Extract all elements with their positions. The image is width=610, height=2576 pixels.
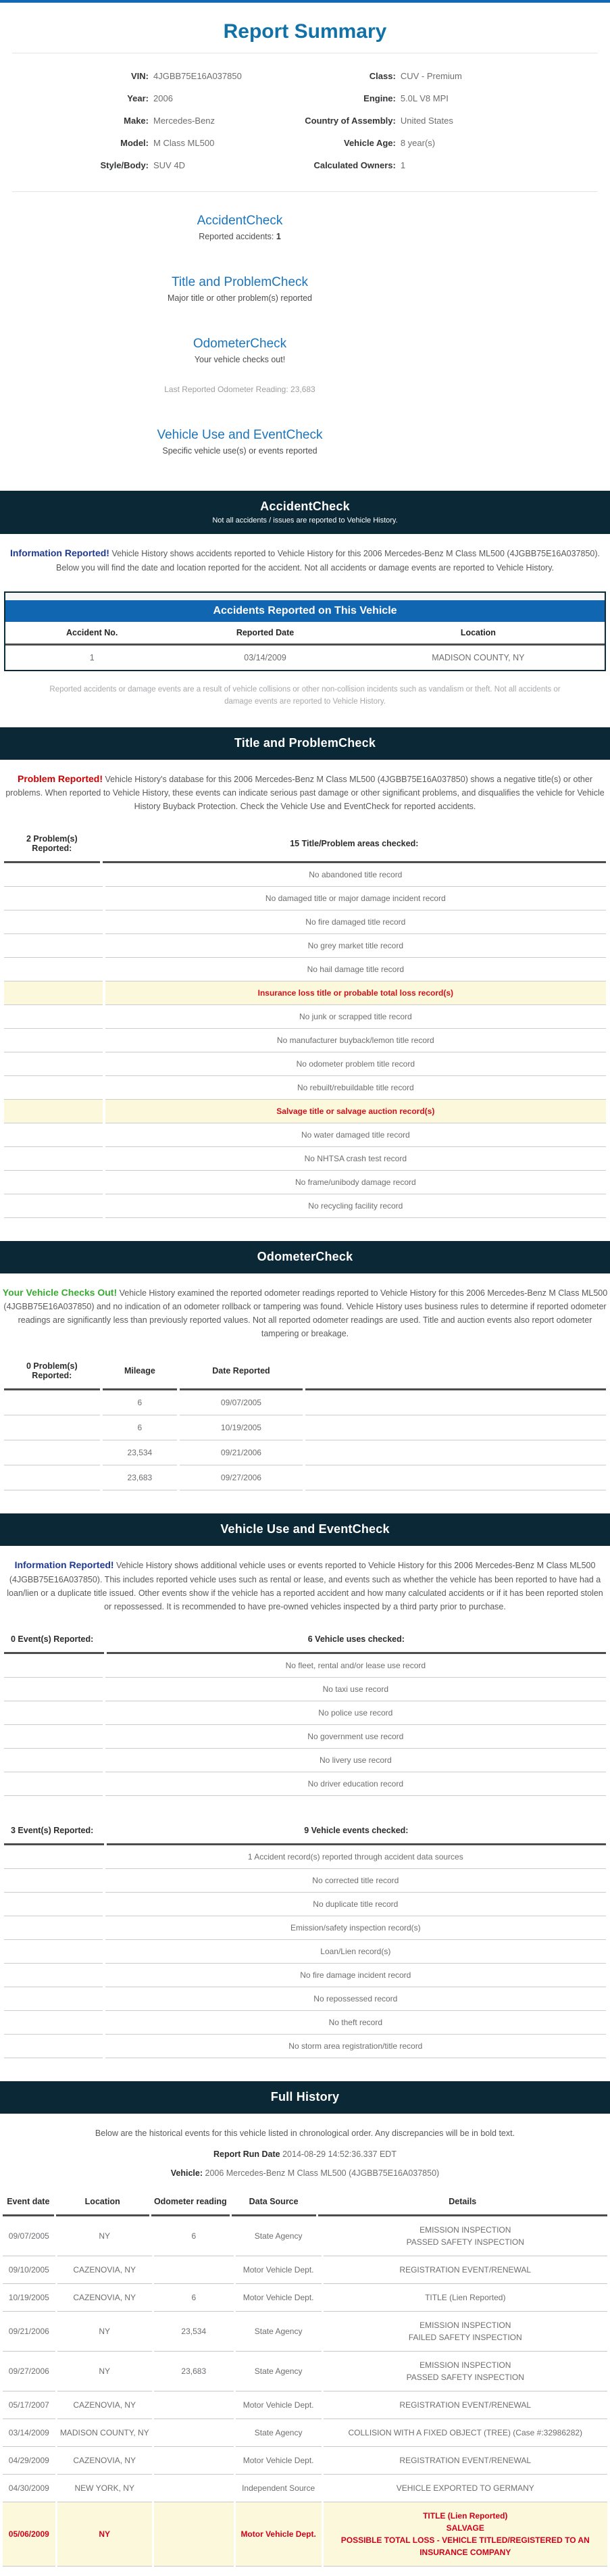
cell-data-source: Motor Vehicle Dept. — [236, 2447, 322, 2475]
check-item-text: No water damaged title record — [105, 1123, 606, 1147]
check-row — [4, 1987, 606, 2011]
full-history-section — [0, 2081, 610, 2576]
cell-details: EMISSION INSPECTION PASSED SAFETY INSPECTION — [324, 2216, 607, 2256]
table-row — [3, 2391, 607, 2419]
check-item-text: No police use record — [105, 1701, 606, 1725]
info-label: Calculated Owners: — [313, 160, 396, 170]
cell-event-date: 09/10/2005 — [3, 2256, 55, 2284]
check-row-highlighted — [4, 1100, 606, 1123]
info-label: Style/Body: — [100, 160, 149, 170]
cell-mileage: 23,534 — [103, 1440, 177, 1465]
cell-event-date: 05/17/2007 — [3, 2391, 55, 2419]
column-header-reported-date: Reported Date — [236, 627, 295, 637]
cell-details: COLLISION WITH A FIXED OBJECT (TREE) (Case #:32986282) — [324, 2419, 607, 2447]
vehicle-checks-out-label: Your Vehicle Checks Out! — [2, 1287, 118, 1298]
column-header-event-date: Event date — [3, 2190, 54, 2216]
title-problemcheck-summary-text: Major title or other problem(s) reported — [168, 293, 312, 303]
cell-mileage: 23,683 — [103, 1465, 177, 1490]
column-header-data-source: Data Source — [232, 2190, 316, 2216]
title-problemcheck-alert-text: Vehicle History's database for this 2006 Mercedes-Benz M Class ML500 (4JGBB75E16A037850) shows a negative title(s) or other problems. When reported to Vehicle History, these events can indicate serious past damage or other significant problems, and disqualifies the vehicle for Vehicle History Buyback Protection. Check the Vehicle Use and EventCheck for reported accidents. — [5, 774, 605, 812]
accidents-table-top-strip — [5, 593, 605, 600]
report-run-date: Report Run Date 2014-08-29 14:52:36.337 EDT — [213, 2149, 397, 2159]
cell-date-reported: 09/07/2005 — [180, 1390, 303, 1415]
check-item-text: No theft record — [105, 2011, 606, 2035]
cell-event-date: 03/14/2009 — [3, 2419, 55, 2447]
info-row-assembly — [273, 110, 462, 132]
cell-details: REGISTRATION EVENT/RENEWAL — [324, 2256, 607, 2284]
information-reported-label: Information Reported! — [9, 548, 109, 559]
cell-odometer: 23,534 — [154, 2312, 234, 2352]
table-row — [4, 1390, 606, 1415]
column-header-empty — [305, 1355, 606, 1390]
column-header-events-reported: 0 Event(s) Reported: — [4, 1628, 104, 1654]
check-item-text: No frame/unibody damage record — [105, 1171, 606, 1194]
check-item-text: No livery use record — [105, 1749, 606, 1772]
check-item-text: No driver education record — [105, 1772, 606, 1796]
table-row — [3, 2419, 607, 2447]
accidents-table — [4, 591, 606, 671]
use-eventcheck-link[interactable]: Vehicle Use and EventCheck — [157, 428, 323, 443]
cell-location: NY — [57, 2216, 152, 2256]
accidentcheck-alert-text: Vehicle History shows accidents reported to Vehicle History for this 2006 Mercedes-Benz M Class ML500 (4JGBB75E16A037850). Below you will find the date and location reported for the accident. Not all accidents or damage events are reported to Vehicle History. — [56, 549, 601, 573]
cell-odometer: 23,683 — [154, 2352, 234, 2391]
check-row — [4, 1725, 606, 1749]
vehicle-uses-table — [4, 1628, 606, 1796]
cell-odometer — [154, 2447, 234, 2475]
cell-mileage: 6 — [103, 1415, 177, 1440]
info-row-owners — [273, 155, 462, 177]
column-header-uses-checked: 6 Vehicle uses checked: — [107, 1628, 606, 1654]
cell-data-source: Motor Vehicle Dept. — [236, 2391, 322, 2419]
check-row — [4, 934, 606, 958]
title-problemcheck-banner — [0, 727, 610, 760]
odometer-table — [4, 1355, 606, 1490]
info-value: 5.0L V8 MPI — [400, 93, 449, 103]
accidentcheck-section — [0, 491, 610, 727]
table-row — [3, 2312, 607, 2352]
check-item-text: Insurance loss title or probable total loss record(s) — [105, 981, 606, 1005]
cell-event-date: 04/29/2009 — [3, 2447, 55, 2475]
info-label: Country of Assembly: — [305, 115, 396, 126]
table-row — [3, 2284, 607, 2312]
cell-details: REGISTRATION EVENT/RENEWAL — [324, 2391, 607, 2419]
info-label: Make: — [124, 115, 149, 126]
info-row-engine — [273, 88, 462, 110]
table-row — [3, 2475, 607, 2502]
check-row — [4, 863, 606, 887]
check-row — [4, 910, 606, 934]
info-label: VIN: — [131, 71, 149, 81]
information-reported-label: Information Reported! — [14, 1559, 114, 1571]
check-row — [4, 1654, 606, 1678]
column-header-location: Location — [56, 2190, 149, 2216]
cell-data-source: State Agency — [236, 2352, 322, 2391]
check-item-text: No fire damage incident record — [105, 1964, 606, 1987]
check-item-text: Loan/Lien record(s) — [105, 1940, 606, 1964]
cell-location: MADISON COUNTY, NY — [57, 2419, 152, 2447]
cell-odometer: 6 — [154, 2216, 234, 2256]
info-row-model — [61, 132, 242, 155]
accidentcheck-summary-text: Reported accidents: 1 — [199, 232, 281, 242]
cell-location: NY — [57, 2352, 152, 2391]
table-header-row — [3, 2190, 607, 2216]
check-row — [4, 1147, 606, 1171]
info-value: 8 year(s) — [400, 137, 436, 148]
check-item-text: No junk or scrapped title record — [105, 1005, 606, 1029]
cell-odometer — [154, 2256, 234, 2284]
accidentcheck-link[interactable]: AccidentCheck — [197, 214, 283, 228]
check-item-text: Emission/safety inspection record(s) — [105, 1916, 606, 1940]
cell-date-reported: 10/19/2005 — [180, 1415, 303, 1440]
cell-data-source: Motor Vehicle Dept. — [236, 2284, 322, 2312]
cell-odometer — [154, 2391, 234, 2419]
title-problemcheck-section — [0, 727, 610, 1218]
cell-event-date: 09/21/2006 — [3, 2312, 55, 2352]
check-row — [4, 1964, 606, 1987]
cell-details: TITLE (Lien Reported) SALVAGE POSSIBLE TOTAL LOSS - VEHICLE TITLED/REGISTERED TO AN INSURANCE COMPANY — [324, 2502, 607, 2567]
title-problemcheck-alert — [0, 760, 610, 823]
cell-odometer: 6 — [154, 2284, 234, 2312]
cell-details: VEHICLE EXPORTED TO GERMANY — [324, 2475, 607, 2502]
check-item-text: No repossessed record — [105, 1987, 606, 2011]
cell-accident-no: 1 — [89, 652, 95, 662]
vehicle-info-right-column — [273, 66, 462, 176]
info-value: 2006 — [153, 93, 173, 103]
accidentcheck-banner-title: AccidentCheck — [260, 500, 350, 514]
vehicle-events-table — [4, 1819, 606, 2058]
cell-odometer — [154, 2502, 234, 2567]
cell-event-date: 09/07/2005 — [3, 2216, 55, 2256]
cell-data-source: Motor Vehicle Dept. — [236, 2502, 322, 2567]
full-history-banner-title: Full History — [270, 2089, 340, 2104]
info-label: Year: — [127, 93, 149, 103]
table-row — [4, 1465, 606, 1490]
info-value: Mercedes-Benz — [153, 115, 215, 126]
odometercheck-summary-text: Your vehicle checks out! — [194, 355, 286, 365]
column-header-odometer: Odometer reading — [151, 2190, 230, 2216]
accidentcheck-banner — [0, 491, 610, 534]
cell-details: EMISSION INSPECTION PASSED SAFETY INSPECTION — [324, 2352, 607, 2391]
last-odometer-reading: Last Reported Odometer Reading: 23,683 — [164, 385, 315, 395]
accidents-footnote: Reported accidents or damage events are a result of vehicle collisions or other non-collision incidents such as vandalism or theft. Not all accidents or damage events are reported to Vehicle History. — [49, 685, 561, 706]
odometercheck-banner — [0, 1241, 610, 1273]
use-eventcheck-alert-text: Vehicle History shows additional vehicle uses or events reported to Vehicle History for this 2006 Mercedes-Benz M Class ML500 (4JGBB75E16A037850). This includes reported vehicle uses such as rental or lease, and events such as whether the vehicle has been reported to have had a loan/lien or a duplicate title issued. Other events show if the vehicle has a reported accident and how many calculated accidents or if it has been reported stolen or repossessed. It is recommended to have pre-owned vehicles inspected by a third party prior to purchase. — [7, 1561, 603, 1611]
check-item-text: No hail damage title record — [105, 958, 606, 981]
cell-date-reported: 09/27/2006 — [180, 1465, 303, 1490]
info-row-age — [273, 132, 462, 155]
column-header-problems-reported: 2 Problem(s) Reported: — [4, 827, 100, 863]
cell-data-source: State Agency — [236, 2312, 322, 2352]
check-item-text: No NHTSA crash test record — [105, 1147, 606, 1171]
cell-date-reported: 09/21/2006 — [180, 1440, 303, 1465]
title-problemcheck-banner-title: Title and ProblemCheck — [234, 735, 376, 750]
table-header-row — [4, 1628, 606, 1654]
info-row-style — [61, 155, 242, 177]
odometercheck-link[interactable]: OdometerCheck — [193, 337, 287, 351]
check-item-text: No fleet, rental and/or lease use record — [105, 1654, 606, 1678]
table-row-highlighted — [3, 2502, 607, 2567]
cell-details: EMISSION INSPECTION FAILED SAFETY INSPECTION — [324, 2312, 607, 2352]
column-header-details: Details — [318, 2190, 607, 2216]
check-item-text: No corrected title record — [105, 1869, 606, 1893]
accidentcheck-banner-subtitle: Not all accidents / issues are reported to Vehicle History. — [212, 516, 398, 525]
check-row — [4, 2011, 606, 2035]
use-eventcheck-summary-text: Specific vehicle use(s) or events reported — [162, 446, 317, 456]
check-item-text: No taxi use record — [105, 1678, 606, 1701]
column-header-mileage: Mileage — [103, 1355, 177, 1390]
info-value: SUV 4D — [153, 160, 185, 170]
table-row — [5, 646, 605, 670]
cell-odometer — [154, 2419, 234, 2447]
column-header-date-reported: Date Reported — [180, 1355, 303, 1390]
cell-location: CAZENOVIA, NY — [57, 2284, 152, 2312]
check-row — [4, 1123, 606, 1147]
cell-reported-date: 03/14/2009 — [244, 652, 286, 662]
cell-location: NEW YORK, NY — [57, 2475, 152, 2502]
info-value: 4JGBB75E16A037850 — [153, 71, 242, 81]
cell-location: MADISON COUNTY, NY — [432, 652, 525, 662]
info-row-class — [273, 66, 462, 88]
check-item-text: No grey market title record — [105, 934, 606, 958]
check-item-text: No government use record — [105, 1725, 606, 1749]
check-row — [4, 1893, 606, 1916]
info-value: M Class ML500 — [153, 137, 215, 148]
cell-location: CAZENOVIA, NY — [57, 2447, 152, 2475]
summary-title-problemcheck — [0, 275, 480, 303]
check-item-text: 1 Accident record(s) reported through accident data sources — [105, 1845, 606, 1869]
cell-location: NY — [57, 2502, 152, 2567]
cell-details: TITLE (Lien Reported) — [324, 2284, 607, 2312]
table-header-row — [4, 1355, 606, 1390]
check-item-text: No manufacturer buyback/lemon title record — [105, 1029, 606, 1052]
column-header-location: Location — [460, 627, 496, 637]
reported-accidents-count: 1 — [276, 232, 281, 242]
cell-data-source: Motor Vehicle Dept. — [236, 2256, 322, 2284]
check-row — [4, 1678, 606, 1701]
info-row-year — [61, 88, 242, 110]
table-row — [3, 2256, 607, 2284]
check-row — [4, 1029, 606, 1052]
check-item-text: Salvage title or salvage auction record(s) — [105, 1100, 606, 1123]
check-row — [4, 2035, 606, 2058]
check-row — [4, 1171, 606, 1194]
check-row — [4, 1869, 606, 1893]
cell-event-date: 09/27/2006 — [3, 2352, 55, 2391]
column-header-problems-reported: 0 Problem(s) Reported: — [4, 1355, 100, 1390]
check-item-text: No storm area registration/title record — [105, 2035, 606, 2058]
table-header-row — [4, 827, 606, 863]
check-row — [4, 1749, 606, 1772]
use-eventcheck-section — [0, 1513, 610, 2058]
summary-checks — [0, 192, 480, 491]
check-item-text: No damaged title or major damage incident record — [105, 887, 606, 910]
accidents-table-title: Accidents Reported on This Vehicle — [5, 600, 605, 622]
check-row — [4, 1005, 606, 1029]
odometercheck-section — [0, 1241, 610, 1490]
title-problem-table — [4, 827, 606, 1218]
table-header-row — [4, 1819, 606, 1845]
cell-data-source: State Agency — [236, 2216, 322, 2256]
check-row — [4, 1194, 606, 1218]
summary-odometercheck — [0, 337, 480, 394]
use-eventcheck-alert — [0, 1546, 610, 1623]
check-row — [4, 958, 606, 981]
check-row — [4, 1701, 606, 1725]
report-summary-section — [0, 3, 610, 491]
cell-details: REGISTRATION EVENT/RENEWAL — [324, 2447, 607, 2475]
table-row — [4, 1415, 606, 1440]
summary-accidentcheck — [0, 214, 480, 241]
check-row — [4, 1940, 606, 1964]
check-row — [4, 1052, 606, 1076]
column-header-events-reported: 3 Event(s) Reported: — [4, 1819, 104, 1845]
info-value: 1 — [400, 160, 406, 170]
cell-data-source: Independent Source — [236, 2475, 322, 2502]
cell-data-source: State Agency — [236, 2419, 322, 2447]
cell-event-date: 10/19/2005 — [3, 2284, 55, 2312]
cell-odometer — [154, 2475, 234, 2502]
page-title: Report Summary — [223, 20, 387, 43]
full-history-intro: Below are the historical events for this vehicle listed in chronological order. Any discrepancies will be in bold text. — [95, 2128, 515, 2138]
info-value: United States — [400, 115, 453, 126]
check-item-text: No duplicate title record — [105, 1893, 606, 1916]
info-row-make — [61, 110, 242, 132]
table-row — [3, 2352, 607, 2391]
table-row — [3, 2447, 607, 2475]
info-label: Model: — [120, 137, 149, 148]
check-item-text: No recycling facility record — [105, 1194, 606, 1218]
check-row — [4, 1916, 606, 1940]
cell-event-date: 04/30/2009 — [3, 2475, 55, 2502]
column-header-accident-no: Accident No. — [66, 627, 118, 637]
table-row — [4, 1440, 606, 1465]
table-row — [3, 2216, 607, 2256]
cell-location: NY — [57, 2312, 152, 2352]
cell-location: CAZENOVIA, NY — [57, 2256, 152, 2284]
odometercheck-alert — [0, 1273, 610, 1351]
info-row-vin — [61, 66, 242, 88]
vehicle-info-left-column — [61, 66, 242, 176]
info-label: Vehicle Age: — [344, 137, 396, 148]
accidentcheck-alert — [0, 534, 610, 584]
full-history-table — [3, 2190, 607, 2567]
use-eventcheck-banner — [0, 1513, 610, 1546]
check-item-text: No abandoned title record — [105, 863, 606, 887]
title-problemcheck-link[interactable]: Title and ProblemCheck — [171, 275, 309, 290]
accidents-table-header-row — [5, 622, 605, 646]
check-row — [4, 1845, 606, 1869]
check-item-text: No fire damaged title record — [105, 910, 606, 934]
column-header-events-checked: 9 Vehicle events checked: — [107, 1819, 606, 1845]
cell-mileage: 6 — [103, 1390, 177, 1415]
cell-event-date: 05/06/2009 — [3, 2502, 55, 2567]
vehicle-info-grid — [61, 60, 507, 182]
check-row — [4, 1772, 606, 1796]
info-value: CUV - Premium — [400, 71, 462, 81]
check-item-text: No odometer problem title record — [105, 1052, 606, 1076]
column-header-areas-checked: 15 Title/Problem areas checked: — [103, 827, 606, 863]
check-row — [4, 887, 606, 910]
info-label: Class: — [369, 71, 396, 81]
check-row-highlighted — [4, 981, 606, 1005]
full-history-banner — [0, 2081, 610, 2114]
history-vehicle-line: Vehicle: 2006 Mercedes-Benz M Class ML500 (4JGBB75E16A037850) — [170, 2168, 440, 2178]
problem-reported-label: Problem Reported! — [18, 773, 103, 784]
check-item-text: No rebuilt/rebuildable title record — [105, 1076, 606, 1100]
use-eventcheck-banner-title: Vehicle Use and EventCheck — [220, 1522, 390, 1536]
summary-use-eventcheck — [0, 428, 480, 456]
odometercheck-alert-text: Vehicle History examined the reported odometer readings reported to Vehicle History for this 2006 Mercedes-Benz M Class ML500 (4JGBB75E16A037850) and no indication of an odometer rollback or tampering was found. Vehicle History uses business rules to determine if reported odometer readings are significantly less than previously reported values. Not all reported odometer readings are used. Title and auction events also report odometer tampering or breakage. — [3, 1288, 608, 1339]
info-label: Engine: — [363, 93, 396, 103]
odometercheck-banner-title: OdometerCheck — [257, 1250, 353, 1264]
cell-location: CAZENOVIA, NY — [57, 2391, 152, 2419]
check-row — [4, 1076, 606, 1100]
